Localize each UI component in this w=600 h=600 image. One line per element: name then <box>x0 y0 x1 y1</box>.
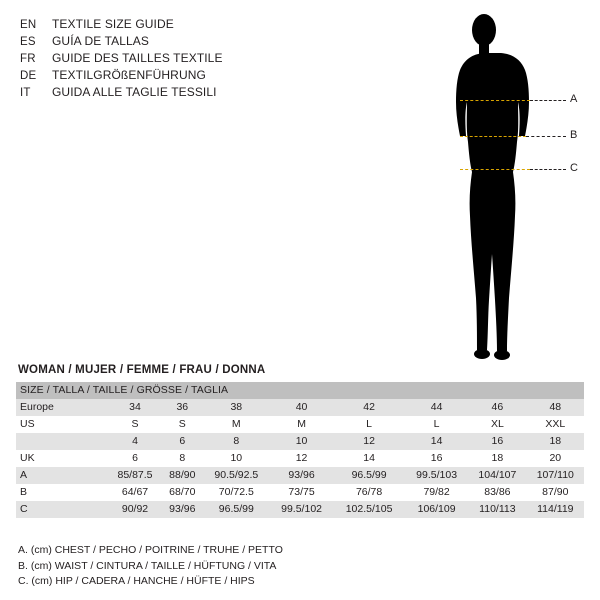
table-row <box>16 416 584 433</box>
cell: 12 <box>333 433 405 450</box>
language-code: FR <box>20 53 36 65</box>
cell: 64/67 <box>108 484 162 501</box>
cell: 18 <box>468 450 527 467</box>
cell: 8 <box>162 450 203 467</box>
language-title-block <box>20 16 320 101</box>
table-header-label: SIZE / TALLA / TAILLE / GRÖSSE / TAGLIA <box>16 382 584 399</box>
language-code: IT <box>20 87 31 99</box>
cell: 68/70 <box>162 484 203 501</box>
cell: 104/107 <box>468 467 527 484</box>
cell: XXL <box>527 416 584 433</box>
language-row <box>20 16 320 33</box>
cell: 85/87.5 <box>108 467 162 484</box>
measurement-legend <box>18 543 438 590</box>
female-body-figure <box>420 10 590 370</box>
cell: 6 <box>162 433 203 450</box>
cell: S <box>108 416 162 433</box>
language-row <box>20 84 320 101</box>
chest-label-leader <box>530 100 566 101</box>
table-header-row <box>16 382 584 399</box>
chest-marker-label: A <box>570 93 578 105</box>
cell: L <box>333 416 405 433</box>
cell: 110/113 <box>468 501 527 518</box>
language-title: TEXTILE SIZE GUIDE <box>52 17 174 31</box>
row-label: US <box>16 416 108 433</box>
table-row <box>16 467 584 484</box>
cell: 70/72.5 <box>203 484 271 501</box>
cell: 14 <box>405 433 468 450</box>
female-silhouette-icon <box>420 10 590 370</box>
cell: L <box>405 416 468 433</box>
cell: 107/110 <box>527 467 584 484</box>
legend-line: B. (cm) WAIST / CINTURA / TAILLE / HÜFTUNG / VITA <box>18 559 277 572</box>
cell: 99.5/102 <box>270 501 333 518</box>
cell: 96.5/99 <box>333 467 405 484</box>
table-row <box>16 433 584 450</box>
cell: 36 <box>162 399 203 416</box>
size-table <box>16 382 584 518</box>
cell: 12 <box>270 450 333 467</box>
language-row <box>20 67 320 84</box>
cell: 18 <box>527 433 584 450</box>
cell: 87/90 <box>527 484 584 501</box>
cell: 46 <box>468 399 527 416</box>
cell: 34 <box>108 399 162 416</box>
cell: 76/78 <box>333 484 405 501</box>
cell: 102.5/105 <box>333 501 405 518</box>
cell: 93/96 <box>270 467 333 484</box>
language-title: GUÍA DE TALLAS <box>52 34 149 48</box>
cell: 38 <box>203 399 271 416</box>
waist-marker-label: B <box>570 129 578 141</box>
cell: 6 <box>108 450 162 467</box>
row-label: A <box>16 467 108 484</box>
row-label: B <box>16 484 108 501</box>
hip-label-leader <box>530 169 566 170</box>
cell: 79/82 <box>405 484 468 501</box>
cell: 96.5/99 <box>203 501 271 518</box>
language-title: GUIDA ALLE TAGLIE TESSILI <box>52 85 217 99</box>
language-code: ES <box>20 36 36 48</box>
cell: 106/109 <box>405 501 468 518</box>
cell: 88/90 <box>162 467 203 484</box>
row-label: Europe <box>16 399 108 416</box>
cell: 44 <box>405 399 468 416</box>
cell: 40 <box>270 399 333 416</box>
legend-line: A. (cm) CHEST / PECHO / POITRINE / TRUHE / PETTO <box>18 544 283 556</box>
cell: M <box>270 416 333 433</box>
language-code: DE <box>20 70 37 82</box>
table-row <box>16 501 584 518</box>
cell: 4 <box>108 433 162 450</box>
table-row <box>16 484 584 501</box>
cell: 8 <box>203 433 271 450</box>
row-label: UK <box>16 450 108 467</box>
language-code: EN <box>20 19 37 31</box>
cell: XL <box>468 416 527 433</box>
cell: 73/75 <box>270 484 333 501</box>
cell: M <box>203 416 271 433</box>
legend-line: C. (cm) HIP / CADERA / HANCHE / HÜFTE / HIPS <box>18 575 255 587</box>
language-row <box>20 50 320 67</box>
cell: 42 <box>333 399 405 416</box>
hip-measure-line <box>460 169 530 170</box>
cell: S <box>162 416 203 433</box>
row-label: C <box>16 501 108 518</box>
cell: 16 <box>468 433 527 450</box>
row-label <box>16 433 108 450</box>
cell: 20 <box>527 450 584 467</box>
section-title-woman: WOMAN / MUJER / FEMME / FRAU / DONNA <box>18 364 266 376</box>
table-row <box>16 399 584 416</box>
language-title: GUIDE DES TAILLES TEXTILE <box>52 51 223 65</box>
cell: 14 <box>333 450 405 467</box>
cell: 90.5/92.5 <box>203 467 271 484</box>
cell: 99.5/103 <box>405 467 468 484</box>
cell: 10 <box>203 450 271 467</box>
cell: 90/92 <box>108 501 162 518</box>
cell: 16 <box>405 450 468 467</box>
language-title: TEXTILGRÖßENFÜHRUNG <box>52 68 206 82</box>
cell: 48 <box>527 399 584 416</box>
waist-measure-line <box>460 136 526 137</box>
table-row <box>16 450 584 467</box>
hip-marker-label: C <box>570 162 578 174</box>
cell: 114/119 <box>527 501 584 518</box>
language-row <box>20 33 320 50</box>
chest-measure-line <box>460 100 530 101</box>
cell: 93/96 <box>162 501 203 518</box>
cell: 10 <box>270 433 333 450</box>
waist-label-leader <box>526 136 566 137</box>
cell: 83/86 <box>468 484 527 501</box>
